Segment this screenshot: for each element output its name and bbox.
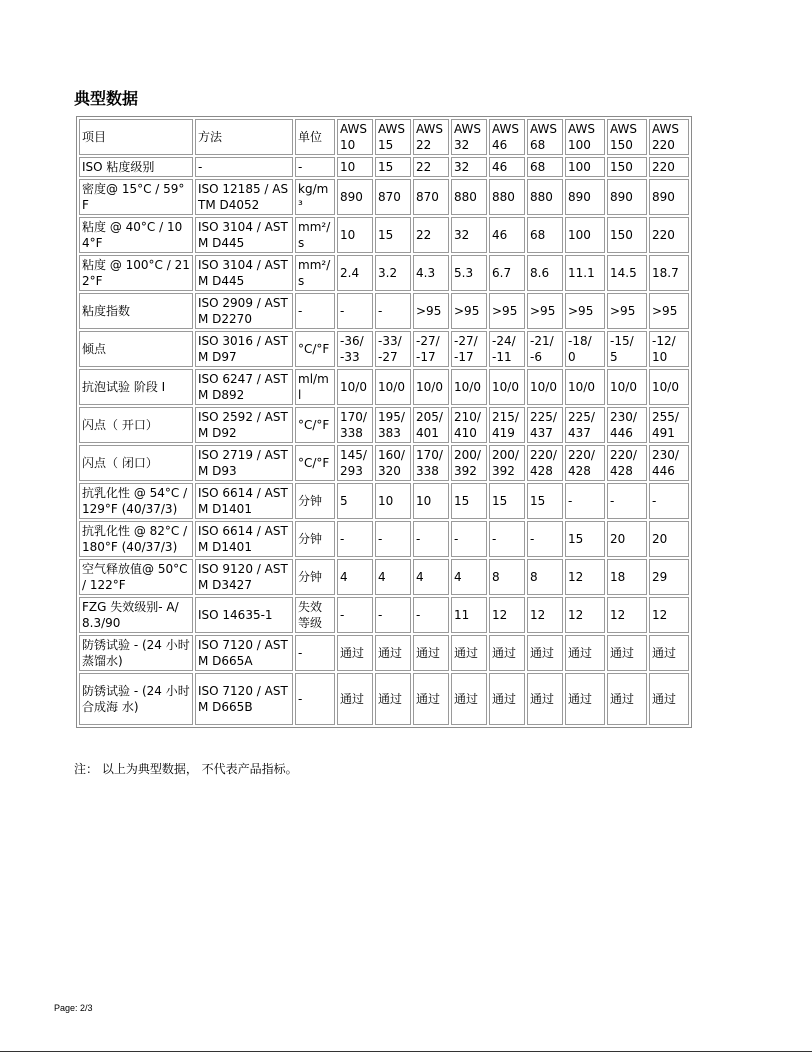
column-header: AWS 22 bbox=[413, 119, 449, 155]
value-cell: 46 bbox=[489, 157, 525, 177]
value-cell: 10/0 bbox=[649, 369, 689, 405]
value-cell: - bbox=[375, 597, 411, 633]
value-cell: 5.3 bbox=[451, 255, 487, 291]
value-cell: 10 bbox=[337, 157, 373, 177]
table-header-row bbox=[79, 119, 689, 155]
value-cell: 220/ 428 bbox=[527, 445, 563, 481]
value-cell: 通过 bbox=[649, 635, 689, 671]
method-cell: ISO 3104 / ASTM D445 bbox=[195, 255, 293, 291]
value-cell: >95 bbox=[607, 293, 647, 329]
section-title: 典型数据 bbox=[74, 89, 139, 108]
value-cell: 通过 bbox=[649, 673, 689, 725]
value-cell: 通过 bbox=[527, 673, 563, 725]
value-cell: - bbox=[413, 521, 449, 557]
value-cell: 10/0 bbox=[375, 369, 411, 405]
value-cell: 46 bbox=[489, 217, 525, 253]
value-cell: 170/ 338 bbox=[413, 445, 449, 481]
value-cell: 150 bbox=[607, 217, 647, 253]
unit-cell: - bbox=[295, 157, 335, 177]
value-cell: 32 bbox=[451, 157, 487, 177]
value-cell: 通过 bbox=[489, 673, 525, 725]
column-header: AWS 46 bbox=[489, 119, 525, 155]
value-cell: 220 bbox=[649, 157, 689, 177]
table-row bbox=[79, 559, 689, 595]
value-cell: 150 bbox=[607, 157, 647, 177]
value-cell: - bbox=[337, 521, 373, 557]
method-cell: ISO 6614 / ASTM D1401 bbox=[195, 521, 293, 557]
value-cell: >95 bbox=[489, 293, 525, 329]
method-cell: ISO 2909 / ASTM D2270 bbox=[195, 293, 293, 329]
column-header: AWS 220 bbox=[649, 119, 689, 155]
row-label-cell: 密度@ 15°C / 59°F bbox=[79, 179, 193, 215]
value-cell: 12 bbox=[565, 559, 605, 595]
unit-cell: °C/°F bbox=[295, 445, 335, 481]
value-cell: 10/0 bbox=[451, 369, 487, 405]
unit-cell: 失效等级 bbox=[295, 597, 335, 633]
table-row bbox=[79, 635, 689, 671]
value-cell: 880 bbox=[489, 179, 525, 215]
value-cell: 18.7 bbox=[649, 255, 689, 291]
row-label-cell: 闪点（ 闭口） bbox=[79, 445, 193, 481]
row-label-cell: 粘度 @ 40°C / 104°F bbox=[79, 217, 193, 253]
value-cell: 通过 bbox=[607, 673, 647, 725]
value-cell: 220 bbox=[649, 217, 689, 253]
value-cell: 3.2 bbox=[375, 255, 411, 291]
value-cell: 通过 bbox=[565, 635, 605, 671]
value-cell: -15/ 5 bbox=[607, 331, 647, 367]
value-cell: 通过 bbox=[489, 635, 525, 671]
value-cell: 11 bbox=[451, 597, 487, 633]
value-cell: 通过 bbox=[337, 635, 373, 671]
value-cell: -12/ 10 bbox=[649, 331, 689, 367]
value-cell: - bbox=[565, 483, 605, 519]
value-cell: 通过 bbox=[565, 673, 605, 725]
value-cell: 870 bbox=[375, 179, 411, 215]
value-cell: 890 bbox=[565, 179, 605, 215]
value-cell: 32 bbox=[451, 217, 487, 253]
value-cell: 20 bbox=[649, 521, 689, 557]
value-cell: 220/ 428 bbox=[607, 445, 647, 481]
value-cell: >95 bbox=[413, 293, 449, 329]
column-header: AWS 68 bbox=[527, 119, 563, 155]
method-cell: ISO 2592 / ASTM D92 bbox=[195, 407, 293, 443]
value-cell: 220/ 428 bbox=[565, 445, 605, 481]
value-cell: 15 bbox=[375, 157, 411, 177]
value-cell: 4 bbox=[413, 559, 449, 595]
value-cell: 160/ 320 bbox=[375, 445, 411, 481]
value-cell: >95 bbox=[565, 293, 605, 329]
method-cell: ISO 7120 / ASTM D665B bbox=[195, 673, 293, 725]
value-cell: 10 bbox=[413, 483, 449, 519]
value-cell: 10 bbox=[337, 217, 373, 253]
value-cell: 通过 bbox=[375, 635, 411, 671]
value-cell: 8 bbox=[489, 559, 525, 595]
row-label-cell: 粘度 @ 100°C / 212°F bbox=[79, 255, 193, 291]
value-cell: 5 bbox=[337, 483, 373, 519]
method-cell: ISO 2719 / ASTM D93 bbox=[195, 445, 293, 481]
table-row bbox=[79, 255, 689, 291]
value-cell: - bbox=[649, 483, 689, 519]
method-cell: ISO 3016 / ASTM D97 bbox=[195, 331, 293, 367]
value-cell: 15 bbox=[527, 483, 563, 519]
value-cell: 29 bbox=[649, 559, 689, 595]
table-row bbox=[79, 521, 689, 557]
value-cell: 100 bbox=[565, 217, 605, 253]
unit-cell: mm²/s bbox=[295, 255, 335, 291]
unit-cell: - bbox=[295, 635, 335, 671]
value-cell: 890 bbox=[337, 179, 373, 215]
table-row bbox=[79, 673, 689, 725]
value-cell: 10/0 bbox=[527, 369, 563, 405]
column-header: 项目 bbox=[79, 119, 193, 155]
value-cell: 890 bbox=[607, 179, 647, 215]
column-header: 方法 bbox=[195, 119, 293, 155]
value-cell: 通过 bbox=[375, 673, 411, 725]
unit-cell: °C/°F bbox=[295, 331, 335, 367]
value-cell: 20 bbox=[607, 521, 647, 557]
value-cell: 8 bbox=[527, 559, 563, 595]
value-cell: 通过 bbox=[337, 673, 373, 725]
value-cell: - bbox=[337, 597, 373, 633]
value-cell: -24/ -11 bbox=[489, 331, 525, 367]
value-cell: - bbox=[337, 293, 373, 329]
value-cell: 通过 bbox=[527, 635, 563, 671]
value-cell: 2.4 bbox=[337, 255, 373, 291]
table-row bbox=[79, 217, 689, 253]
value-cell: 12 bbox=[565, 597, 605, 633]
value-cell: 22 bbox=[413, 217, 449, 253]
value-cell: 880 bbox=[527, 179, 563, 215]
value-cell: 12 bbox=[649, 597, 689, 633]
value-cell: 15 bbox=[451, 483, 487, 519]
value-cell: 15 bbox=[375, 217, 411, 253]
value-cell: 通过 bbox=[607, 635, 647, 671]
value-cell: 15 bbox=[565, 521, 605, 557]
value-cell: -36/ -33 bbox=[337, 331, 373, 367]
value-cell: 230/ 446 bbox=[649, 445, 689, 481]
value-cell: 10/0 bbox=[413, 369, 449, 405]
method-cell: ISO 7120 / ASTM D665A bbox=[195, 635, 293, 671]
row-label-cell: 抗泡试验 阶段 I bbox=[79, 369, 193, 405]
unit-cell: 分钟 bbox=[295, 483, 335, 519]
table-row bbox=[79, 157, 689, 177]
unit-cell: 分钟 bbox=[295, 521, 335, 557]
table-row bbox=[79, 445, 689, 481]
footnote: 注： 以上为典型数据， 不代表产品指标。 bbox=[74, 762, 298, 776]
value-cell: 12 bbox=[607, 597, 647, 633]
page-number: Page: 2/3 bbox=[54, 1003, 93, 1013]
table-row bbox=[79, 293, 689, 329]
value-cell: 890 bbox=[649, 179, 689, 215]
value-cell: 通过 bbox=[451, 673, 487, 725]
value-cell: 230/ 446 bbox=[607, 407, 647, 443]
unit-cell: - bbox=[295, 673, 335, 725]
value-cell: 4 bbox=[451, 559, 487, 595]
value-cell: 18 bbox=[607, 559, 647, 595]
value-cell: 10/0 bbox=[337, 369, 373, 405]
value-cell: -33/ -27 bbox=[375, 331, 411, 367]
value-cell: - bbox=[527, 521, 563, 557]
value-cell: 22 bbox=[413, 157, 449, 177]
table-row bbox=[79, 369, 689, 405]
value-cell: 68 bbox=[527, 217, 563, 253]
row-label-cell: 空气释放值@ 50°C / 122°F bbox=[79, 559, 193, 595]
value-cell: 68 bbox=[527, 157, 563, 177]
value-cell: 210/ 410 bbox=[451, 407, 487, 443]
row-label-cell: FZG 失效级别- A/ 8.3/90 bbox=[79, 597, 193, 633]
table-row bbox=[79, 597, 689, 633]
method-cell: ISO 14635-1 bbox=[195, 597, 293, 633]
row-label-cell: 防锈试验 - (24 小时 蒸馏水) bbox=[79, 635, 193, 671]
row-label-cell: 倾点 bbox=[79, 331, 193, 367]
table-row bbox=[79, 407, 689, 443]
value-cell: -27/ -17 bbox=[413, 331, 449, 367]
value-cell: -18/ 0 bbox=[565, 331, 605, 367]
value-cell: 4.3 bbox=[413, 255, 449, 291]
page-bottom-rule bbox=[0, 1051, 812, 1052]
value-cell: 200/ 392 bbox=[489, 445, 525, 481]
column-header: AWS 150 bbox=[607, 119, 647, 155]
value-cell: 10/0 bbox=[565, 369, 605, 405]
value-cell: 225/ 437 bbox=[565, 407, 605, 443]
row-label-cell: 抗乳化性 @ 82°C / 180°F (40/37/3) bbox=[79, 521, 193, 557]
value-cell: 12 bbox=[527, 597, 563, 633]
value-cell: 通过 bbox=[413, 635, 449, 671]
row-label-cell: 防锈试验 - (24 小时 合成海 水) bbox=[79, 673, 193, 725]
value-cell: >95 bbox=[527, 293, 563, 329]
table-row bbox=[79, 331, 689, 367]
typical-data-table bbox=[76, 116, 692, 728]
value-cell: - bbox=[451, 521, 487, 557]
value-cell: 255/ 491 bbox=[649, 407, 689, 443]
unit-cell: 分钟 bbox=[295, 559, 335, 595]
row-label-cell: 抗乳化性 @ 54°C / 129°F (40/37/3) bbox=[79, 483, 193, 519]
value-cell: >95 bbox=[649, 293, 689, 329]
value-cell: 15 bbox=[489, 483, 525, 519]
value-cell: >95 bbox=[451, 293, 487, 329]
method-cell: ISO 9120 / ASTM D3427 bbox=[195, 559, 293, 595]
unit-cell: °C/°F bbox=[295, 407, 335, 443]
value-cell: - bbox=[375, 521, 411, 557]
unit-cell: - bbox=[295, 293, 335, 329]
value-cell: 10/0 bbox=[489, 369, 525, 405]
value-cell: - bbox=[413, 597, 449, 633]
value-cell: 通过 bbox=[413, 673, 449, 725]
value-cell: 通过 bbox=[451, 635, 487, 671]
value-cell: - bbox=[375, 293, 411, 329]
method-cell: ISO 3104 / ASTM D445 bbox=[195, 217, 293, 253]
value-cell: 6.7 bbox=[489, 255, 525, 291]
value-cell: - bbox=[489, 521, 525, 557]
column-header: AWS 32 bbox=[451, 119, 487, 155]
method-cell: ISO 6614 / ASTM D1401 bbox=[195, 483, 293, 519]
value-cell: 10 bbox=[375, 483, 411, 519]
value-cell: 145/ 293 bbox=[337, 445, 373, 481]
value-cell: 12 bbox=[489, 597, 525, 633]
row-label-cell: 闪点（ 开口） bbox=[79, 407, 193, 443]
unit-cell: kg/m³ bbox=[295, 179, 335, 215]
row-label-cell: ISO 粘度级别 bbox=[79, 157, 193, 177]
value-cell: -27/ -17 bbox=[451, 331, 487, 367]
value-cell: 870 bbox=[413, 179, 449, 215]
row-label-cell: 粘度指数 bbox=[79, 293, 193, 329]
value-cell: 880 bbox=[451, 179, 487, 215]
value-cell: 205/ 401 bbox=[413, 407, 449, 443]
value-cell: 10/0 bbox=[607, 369, 647, 405]
value-cell: - bbox=[607, 483, 647, 519]
value-cell: 100 bbox=[565, 157, 605, 177]
column-header: AWS 100 bbox=[565, 119, 605, 155]
unit-cell: ml/ml bbox=[295, 369, 335, 405]
value-cell: -21/ -6 bbox=[527, 331, 563, 367]
value-cell: 4 bbox=[337, 559, 373, 595]
value-cell: 170/ 338 bbox=[337, 407, 373, 443]
value-cell: 11.1 bbox=[565, 255, 605, 291]
method-cell: ISO 12185 / ASTM D4052 bbox=[195, 179, 293, 215]
unit-cell: mm²/s bbox=[295, 217, 335, 253]
column-header: 单位 bbox=[295, 119, 335, 155]
value-cell: 215/ 419 bbox=[489, 407, 525, 443]
column-header: AWS 10 bbox=[337, 119, 373, 155]
value-cell: 8.6 bbox=[527, 255, 563, 291]
value-cell: 225/ 437 bbox=[527, 407, 563, 443]
value-cell: 14.5 bbox=[607, 255, 647, 291]
method-cell: ISO 6247 / ASTM D892 bbox=[195, 369, 293, 405]
table-row bbox=[79, 179, 689, 215]
value-cell: 4 bbox=[375, 559, 411, 595]
value-cell: 200/ 392 bbox=[451, 445, 487, 481]
method-cell: - bbox=[195, 157, 293, 177]
column-header: AWS 15 bbox=[375, 119, 411, 155]
table-row bbox=[79, 483, 689, 519]
value-cell: 195/ 383 bbox=[375, 407, 411, 443]
